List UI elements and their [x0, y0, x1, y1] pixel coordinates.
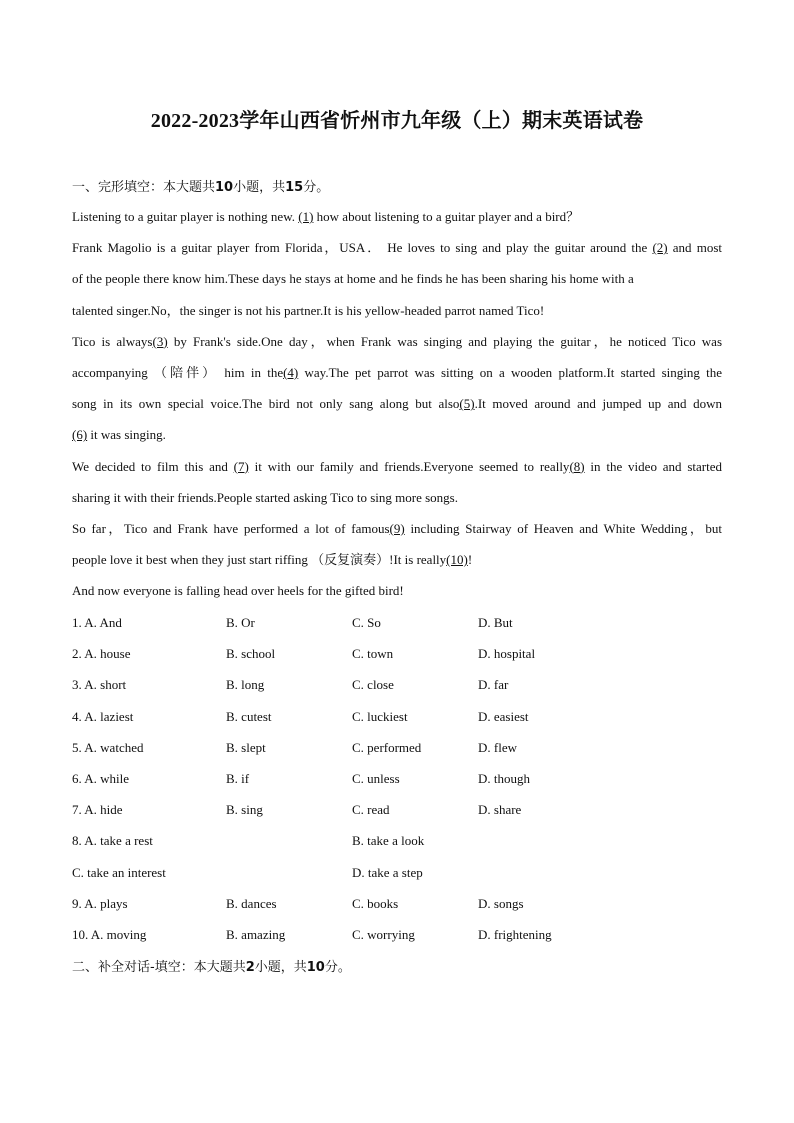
passage-text: and most	[667, 240, 722, 256]
option-d: D. hospital	[478, 646, 536, 662]
option-d: D. But	[478, 615, 513, 630]
option-c: C. close	[352, 677, 394, 693]
passage-text: in the video and started	[584, 458, 723, 474]
option-b: B. slept	[226, 739, 266, 755]
option-d: D. flew	[478, 739, 517, 755]
option-b: B. if	[226, 770, 250, 786]
blank-7: (7)	[233, 458, 249, 474]
blank-1: (1)	[298, 209, 314, 224]
section-1-heading	[72, 176, 329, 195]
option-b: B. school	[226, 646, 276, 662]
passage-line: And now everyone is falling head over heels for the gifted bird!	[72, 583, 404, 599]
passage-text: accompanying （陪伴） him in the	[72, 364, 284, 380]
section-1-prefix: 一、完形填空：本大题共	[72, 180, 216, 195]
option-b: B. Or	[226, 615, 255, 630]
passage-line	[72, 201, 722, 232]
option-d: D. share	[478, 802, 522, 818]
option-d: D. songs	[478, 895, 524, 911]
section-1-middle: 小题，共	[233, 180, 286, 195]
option-d: D. take a step	[352, 864, 423, 880]
section-1-score: 15	[285, 180, 304, 195]
section-2-middle: 小题，共	[254, 960, 307, 975]
passage-text: .It moved around and jumped up and down	[474, 396, 723, 412]
passage-line	[72, 513, 722, 544]
answer-options	[72, 607, 722, 950]
passage-line: talented singer.No，the singer is not his partner.It is his yellow-headed parrot named Tico!	[72, 302, 545, 318]
passage-text: it with our family and friends.Everyone seemed to really	[248, 458, 570, 474]
option-c: C. town	[352, 646, 394, 662]
passage-text: people love it best when they just start riffing （反复演奏）!It is really	[72, 552, 447, 568]
passage-text: !	[467, 552, 473, 568]
passage-text: Tico is always	[72, 333, 153, 349]
blank-5: (5)	[459, 396, 475, 412]
question-row-10	[72, 919, 722, 950]
section-2-count: 2	[245, 960, 255, 975]
question-row-2	[72, 638, 722, 669]
page-title: 2022-2023学年山西省忻州市九年级（上）期末英语试卷	[150, 110, 644, 132]
section-2-suffix: 分。	[324, 960, 351, 975]
option-c: C. luckiest	[352, 708, 408, 724]
blank-4: (4)	[283, 364, 299, 380]
option-b: B. amazing	[226, 926, 286, 942]
passage-text: Frank Magolio is a guitar player from Florida，USA． He loves to sing and play the guitar around the	[72, 240, 653, 256]
option-d: D. though	[478, 770, 530, 786]
option-a: 1. A. And	[72, 615, 122, 630]
section-2-heading	[72, 956, 351, 975]
option-b: B. cutest	[226, 708, 272, 724]
passage-text: how about listening to a guitar player and a bird？	[313, 209, 580, 224]
question-row-1	[72, 607, 722, 638]
passage-text: Listening to a guitar player is nothing new.	[72, 209, 299, 224]
passage-line: sharing it with their friends.People started asking Tico to sing more songs.	[72, 489, 458, 505]
option-a: 8. A. take a rest	[72, 833, 153, 849]
option-b: B. long	[226, 677, 265, 693]
option-d: D. frightening	[478, 926, 552, 942]
blank-8: (8)	[569, 458, 585, 474]
passage-line	[72, 326, 722, 357]
question-row-7	[72, 794, 722, 825]
question-row-5	[72, 732, 722, 763]
section-1-count: 10	[215, 180, 234, 195]
passage-text: We decided to film this and	[72, 458, 234, 474]
passage-line	[72, 388, 722, 419]
passage-text: it was singing.	[87, 427, 166, 443]
passage-line	[72, 357, 722, 388]
option-a: 2. A. house	[72, 646, 131, 662]
blank-9: (9)	[389, 520, 405, 536]
option-a: 10. A. moving	[72, 926, 147, 942]
question-row-6	[72, 763, 722, 794]
option-c: C. unless	[352, 770, 400, 786]
passage-line: of the people there know him.These days he stays at home and he finds he has been sharing his home with a	[72, 271, 634, 287]
blank-2: (2)	[652, 240, 668, 256]
question-row-8	[72, 825, 722, 856]
passage-text: including Stairway of Heaven and White Wedding，but	[404, 520, 722, 536]
passage-text: by Frank's side.One day，when Frank was singing and playing the guitar，he noticed Tico was	[167, 333, 723, 349]
passage-line	[72, 419, 722, 450]
option-c: C. take an interest	[72, 864, 166, 880]
option-a: 7. A. hide	[72, 802, 123, 818]
passage-text: way.The pet parrot was sitting on a wooden platform.It started singing the	[298, 364, 722, 380]
passage-line	[72, 544, 722, 575]
section-1-suffix: 分。	[303, 180, 330, 195]
option-b: B. sing	[226, 802, 263, 818]
passage-line	[72, 232, 722, 263]
cloze-passage	[72, 201, 722, 606]
blank-10: (10)	[446, 552, 468, 568]
option-c: C. performed	[352, 739, 422, 755]
option-d: D. far	[478, 677, 509, 693]
section-2-prefix: 二、补全对话-填空：本大题共	[72, 960, 246, 975]
question-row-8-cont	[72, 857, 722, 888]
passage-text: song in its own special voice.The bird not only sang along but also	[72, 396, 460, 412]
option-d: D. easiest	[478, 708, 529, 724]
option-b: B. take a look	[352, 833, 425, 849]
option-c: C. read	[352, 802, 390, 818]
question-row-9	[72, 888, 722, 919]
passage-line	[72, 451, 722, 482]
option-a: 3. A. short	[72, 677, 127, 693]
option-a: 4. A. laziest	[72, 708, 134, 724]
option-b: B. dances	[226, 895, 277, 911]
section-2-score: 10	[306, 960, 325, 975]
question-row-3	[72, 669, 722, 700]
option-c: C. So	[352, 615, 381, 630]
option-c: C. books	[352, 895, 399, 911]
option-a: 6. A. while	[72, 770, 130, 786]
blank-3: (3)	[152, 333, 168, 349]
option-c: C. worrying	[352, 926, 415, 942]
option-a: 5. A. watched	[72, 739, 144, 755]
question-row-4	[72, 701, 722, 732]
passage-text: So far，Tico and Frank have performed a lot of famous	[72, 520, 390, 536]
blank-6: (6)	[72, 427, 88, 443]
option-a: 9. A. plays	[72, 895, 128, 911]
